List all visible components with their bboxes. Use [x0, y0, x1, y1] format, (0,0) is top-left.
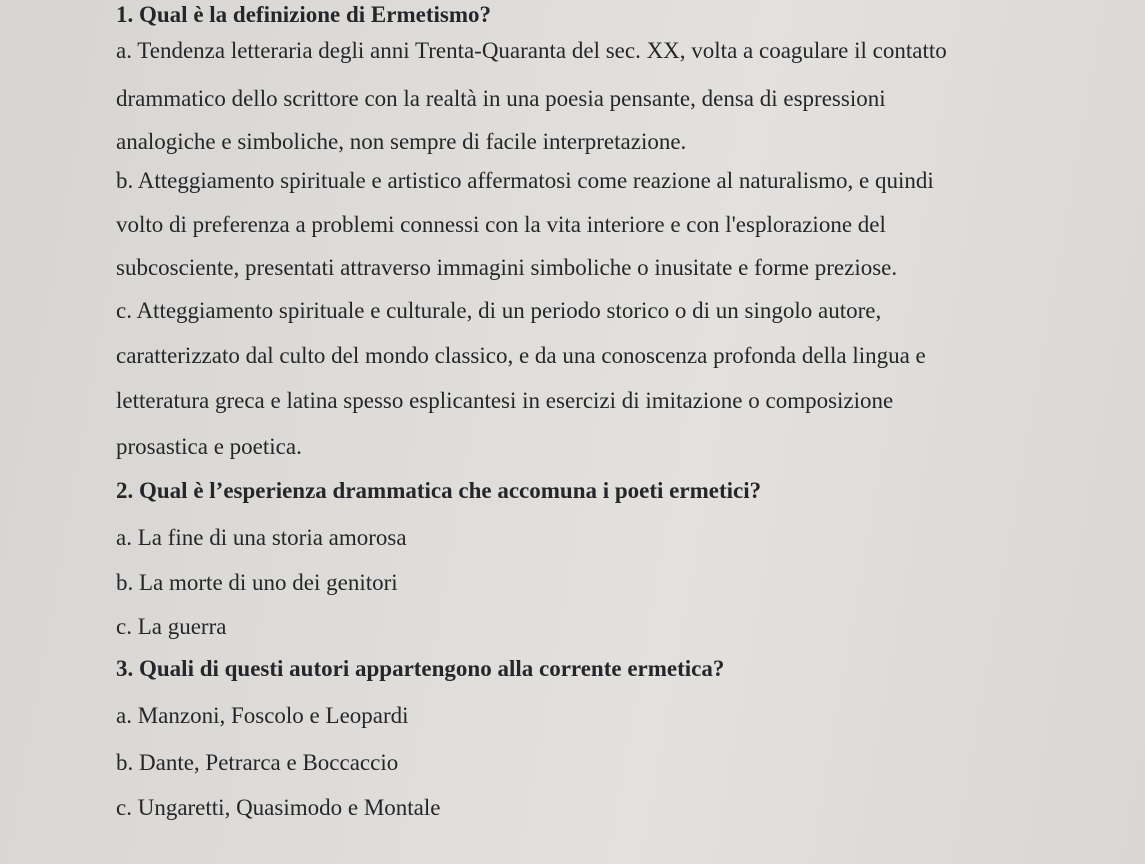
- question-1-option-c-line-2: caratterizzato dal culto del mondo classico, e da una conoscenza profonda della lingua e: [116, 343, 926, 368]
- question-1-option-c-line-4: prosastica e poetica.: [116, 434, 302, 459]
- question-2-option-b: b. La morte di uno dei genitori: [116, 570, 398, 595]
- question-2-option-a: a. La fine di una storia amorosa: [116, 525, 407, 550]
- question-3-title: 3. Quali di questi autori appartengono alla corrente ermetica?: [116, 656, 725, 681]
- question-1-option-a-line-2: drammatico dello scrittore con la realtà in una poesia pensante, densa di espressioni: [116, 86, 886, 111]
- question-1-option-b-line-3: subcosciente, presentati attraverso immagini simboliche o inusitate e forme preziose.: [116, 255, 898, 280]
- question-3-option-a: a. Manzoni, Foscolo e Leopardi: [116, 703, 409, 728]
- question-3-option-b: b. Dante, Petrarca e Boccaccio: [116, 750, 399, 775]
- question-1-option-c-line-1: c. Atteggiamento spirituale e culturale, di un periodo storico o di un singolo autore,: [116, 298, 882, 323]
- question-1-option-c-line-3: letteratura greca e latina spesso esplicantesi in esercizi di imitazione o composizione: [116, 388, 894, 413]
- question-1-option-b-line-1: b. Atteggiamento spirituale e artistico affermatosi come reazione al naturalismo, e quindi: [116, 168, 934, 193]
- question-2-option-c: c. La guerra: [116, 614, 227, 639]
- question-1-title: 1. Qual è la definizione di Ermetismo?: [116, 2, 492, 27]
- question-1-option-a-line-3: analogiche e simboliche, non sempre di facile interpretazione.: [116, 129, 687, 154]
- question-1-option-a-line-1: a. Tendenza letteraria degli anni Trenta-Quaranta del sec. XX, volta a coagulare il contatto: [116, 38, 947, 63]
- question-3-option-c: c. Ungaretti, Quasimodo e Montale: [116, 795, 441, 820]
- question-1-option-b-line-2: volto di preferenza a problemi connessi con la vita interiore e con l'esplorazione del: [116, 212, 886, 237]
- question-2-title: 2. Qual è l’esperienza drammatica che accomuna i poeti ermetici?: [116, 478, 762, 503]
